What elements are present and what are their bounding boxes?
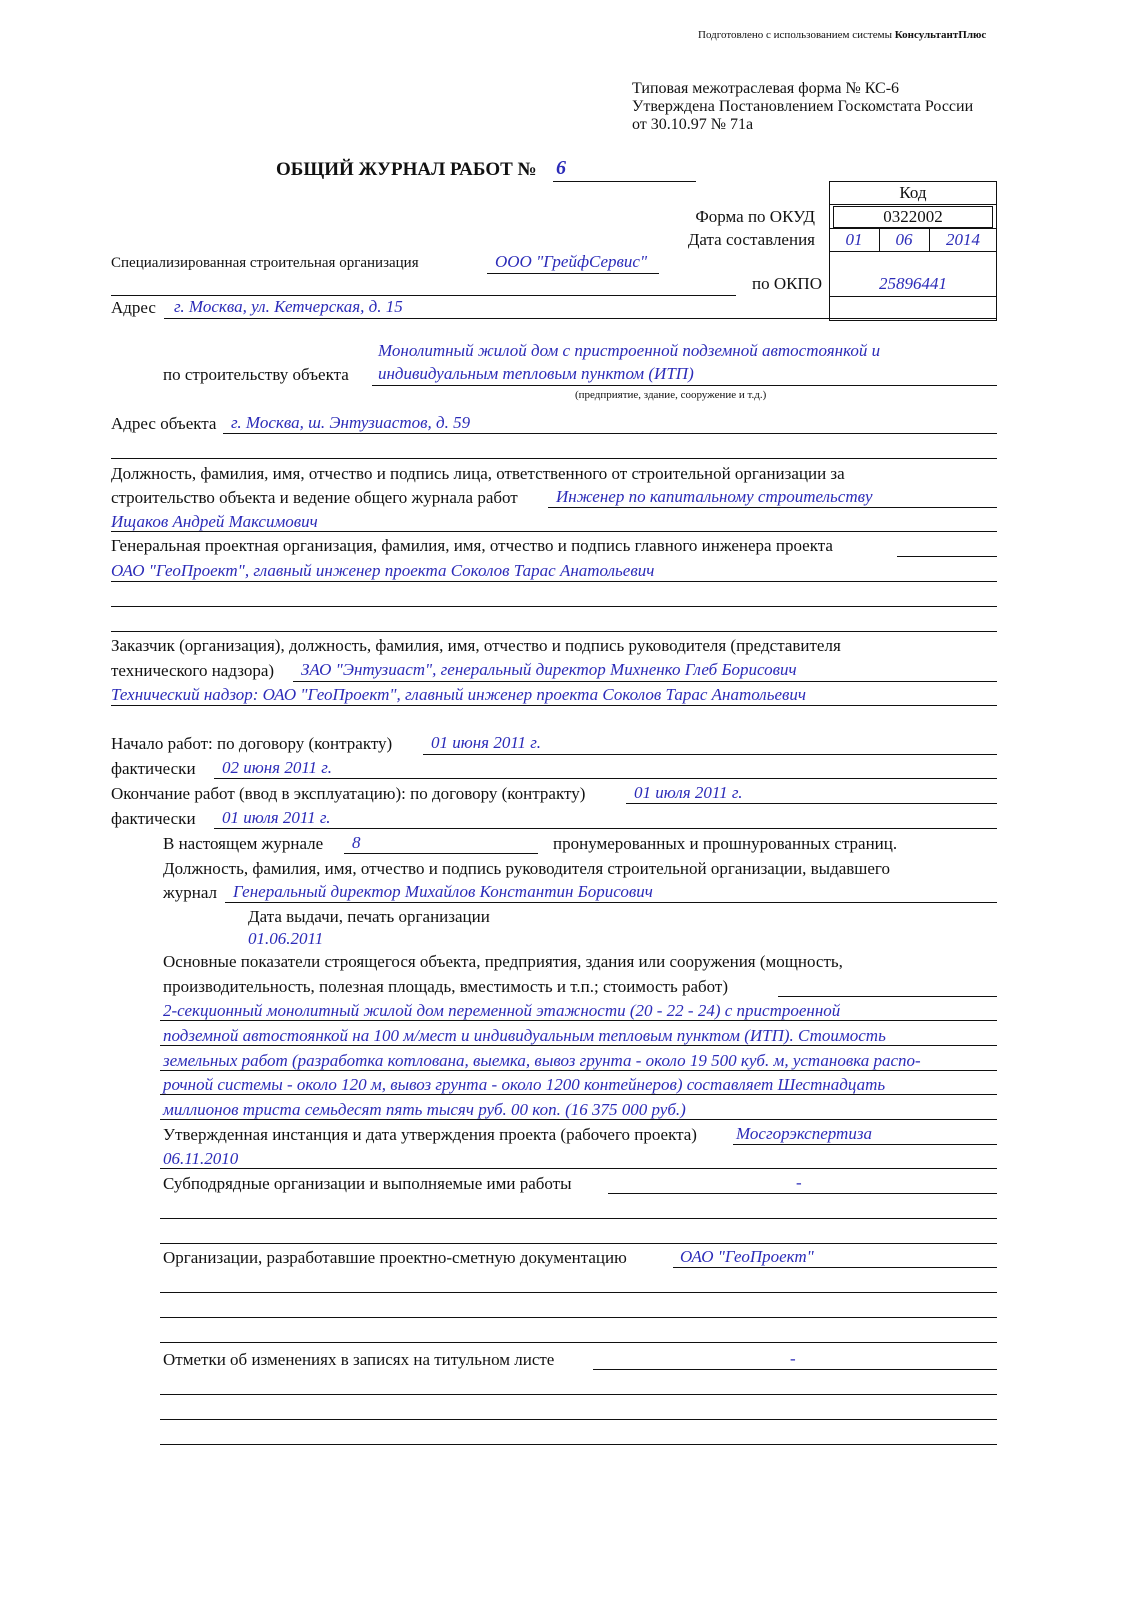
object-hint: (предприятие, здание, сооружение и т.д.) bbox=[575, 389, 767, 401]
object-address-label: Адрес объекта bbox=[111, 414, 217, 433]
form-line-1: Типовая межотраслевая форма № КС-6 bbox=[632, 80, 900, 97]
pse-value[interactable]: ОАО "ГеоПроект" bbox=[680, 1247, 814, 1266]
subcontractors-label: Субподрядные организации и выполняемые ими работы bbox=[163, 1174, 572, 1193]
date-label: Дата составления bbox=[687, 230, 815, 249]
indicators-value-3[interactable]: земельных работ (разработка котлована, выемка, вывоз грунта - около 19 500 куб. м, установка распо- bbox=[163, 1051, 921, 1070]
pse-label: Организации, разработавшие проектно-сметную документацию bbox=[163, 1248, 627, 1267]
object-value-line1[interactable]: Монолитный жилой дом с пристроенной подземной автостоянкой и bbox=[378, 341, 881, 360]
page-title: ОБЩИЙ ЖУРНАЛ РАБОТ № bbox=[276, 159, 537, 180]
end-fact-value[interactable]: 01 июля 2011 г. bbox=[222, 808, 331, 827]
start-contract-value[interactable]: 01 июня 2011 г. bbox=[431, 733, 541, 752]
address-value[interactable]: г. Москва, ул. Кетчерская, д. 15 bbox=[174, 297, 403, 316]
approval-label: Утвержденная инстанция и дата утверждения проекта (рабочего проекта) bbox=[163, 1125, 697, 1144]
indicators-line2: производительность, полезная площадь, вместимость и т.п.; стоимость работ) bbox=[163, 977, 729, 996]
start-fact-value[interactable]: 02 июня 2011 г. bbox=[222, 758, 332, 777]
object-label: по строительству объекта bbox=[163, 365, 349, 384]
date-day[interactable]: 01 bbox=[845, 230, 863, 249]
indicators-value-1[interactable]: 2-секционный монолитный жилой дом переменной этажности (20 - 22 - 24) с пристроенной bbox=[163, 1001, 841, 1020]
responsible-line1: Должность, фамилия, имя, отчество и подпись лица, ответственного от строительной организации за bbox=[111, 464, 845, 483]
object-address-value[interactable]: г. Москва, ш. Энтузиастов, д. 59 bbox=[231, 413, 471, 432]
journal-number-underline bbox=[553, 181, 696, 182]
issuer-line1: Должность, фамилия, имя, отчество и подпись руководителя строительной организации, выдавшего bbox=[163, 859, 890, 878]
start-label: Начало работ: по договору (контракту) bbox=[111, 734, 393, 753]
pages-suffix: пронумерованных и прошнурованных страниц. bbox=[553, 834, 898, 853]
changes-value[interactable]: - bbox=[790, 1349, 796, 1368]
end-contract-value[interactable]: 01 июля 2011 г. bbox=[634, 783, 743, 802]
changes-label: Отметки об изменениях в записях на титульном листе bbox=[163, 1350, 555, 1369]
subcontractors-value[interactable]: - bbox=[796, 1173, 802, 1192]
responsible-value1[interactable]: Инженер по капитальному строительству bbox=[556, 487, 873, 506]
pages-value[interactable]: 8 bbox=[352, 833, 361, 852]
designer-label: Генеральная проектная организация, фамилия, имя, отчество и подпись главного инженера проекта bbox=[111, 536, 833, 555]
customer-value2[interactable]: Технический надзор: ОАО "ГеоПроект", главный инженер проекта Соколов Тарас Анатольевич bbox=[111, 685, 806, 704]
responsible-line2: строительство объекта и ведение общего журнала работ bbox=[111, 488, 518, 507]
okpo-value[interactable]: 25896441 bbox=[879, 274, 947, 293]
issue-date-label: Дата выдачи, печать организации bbox=[248, 907, 490, 926]
date-year[interactable]: 2014 bbox=[946, 230, 980, 249]
okud-label: Форма по ОКУД bbox=[695, 207, 815, 226]
object-value-line2[interactable]: индивидуальным тепловым пунктом (ИТП) bbox=[378, 364, 694, 383]
indicators-line1: Основные показатели строящегося объекта, предприятия, здания или сооружения (мощность, bbox=[163, 952, 843, 971]
start-fact-label: фактически bbox=[111, 759, 196, 778]
issue-date-value[interactable]: 01.06.2011 bbox=[248, 929, 324, 948]
end-label: Окончание работ (ввод в эксплуатацию): по договору (контракту) bbox=[111, 784, 586, 803]
indicators-value-2[interactable]: подземной автостоянкой на 100 м/мест и индивидуальным тепловым пунктом (ИТП). Стоимость bbox=[163, 1026, 886, 1045]
customer-value1[interactable]: ЗАО "Энтузиаст", генеральный директор Михненко Глеб Борисович bbox=[301, 660, 797, 679]
okud-value: 0322002 bbox=[883, 207, 943, 226]
customer-line2: технического надзора) bbox=[111, 661, 275, 680]
pages-label: В настоящем журнале bbox=[163, 834, 324, 853]
indicators-value-4[interactable]: рочной системы - около 120 м, вывоз грунта - около 1200 контейнеров) составляет Шестнадцать bbox=[163, 1075, 886, 1094]
issuer-label: журнал bbox=[163, 883, 218, 902]
date-month[interactable]: 06 bbox=[895, 230, 913, 249]
end-fact-label: фактически bbox=[111, 809, 196, 828]
form-line-2: Утверждена Постановлением Госкомстата России bbox=[632, 98, 974, 115]
indicators-value-5[interactable]: миллионов триста семьдесят пять тысяч руб. 00 коп. (16 375 000 руб.) bbox=[163, 1100, 686, 1119]
designer-value[interactable]: ОАО "ГеоПроект", главный инженер проекта Соколов Тарас Анатольевич bbox=[111, 561, 655, 580]
prepared-note: Подготовлено с использованием системы КонсультантПлюс bbox=[698, 29, 987, 41]
code-header: Код bbox=[899, 183, 927, 202]
approval-value1[interactable]: Мосгорэкспертиза bbox=[736, 1124, 872, 1143]
journal-number[interactable]: 6 bbox=[556, 157, 566, 179]
address-label: Адрес bbox=[111, 298, 156, 317]
responsible-value2[interactable]: Ищаков Андрей Максимович bbox=[111, 512, 318, 531]
org-value[interactable]: ООО "ГрейфСервис" bbox=[495, 252, 648, 271]
approval-value2[interactable]: 06.11.2010 bbox=[163, 1149, 239, 1168]
org-label: Специализированная строительная организация bbox=[111, 255, 419, 271]
okpo-label: по ОКПО bbox=[751, 274, 822, 293]
form-line-3: от 30.10.97 № 71а bbox=[632, 116, 754, 133]
issuer-value[interactable]: Генеральный директор Михайлов Константин Борисович bbox=[233, 882, 653, 901]
customer-line1: Заказчик (организация), должность, фамилия, имя, отчество и подпись руководителя (представителя bbox=[111, 636, 841, 655]
